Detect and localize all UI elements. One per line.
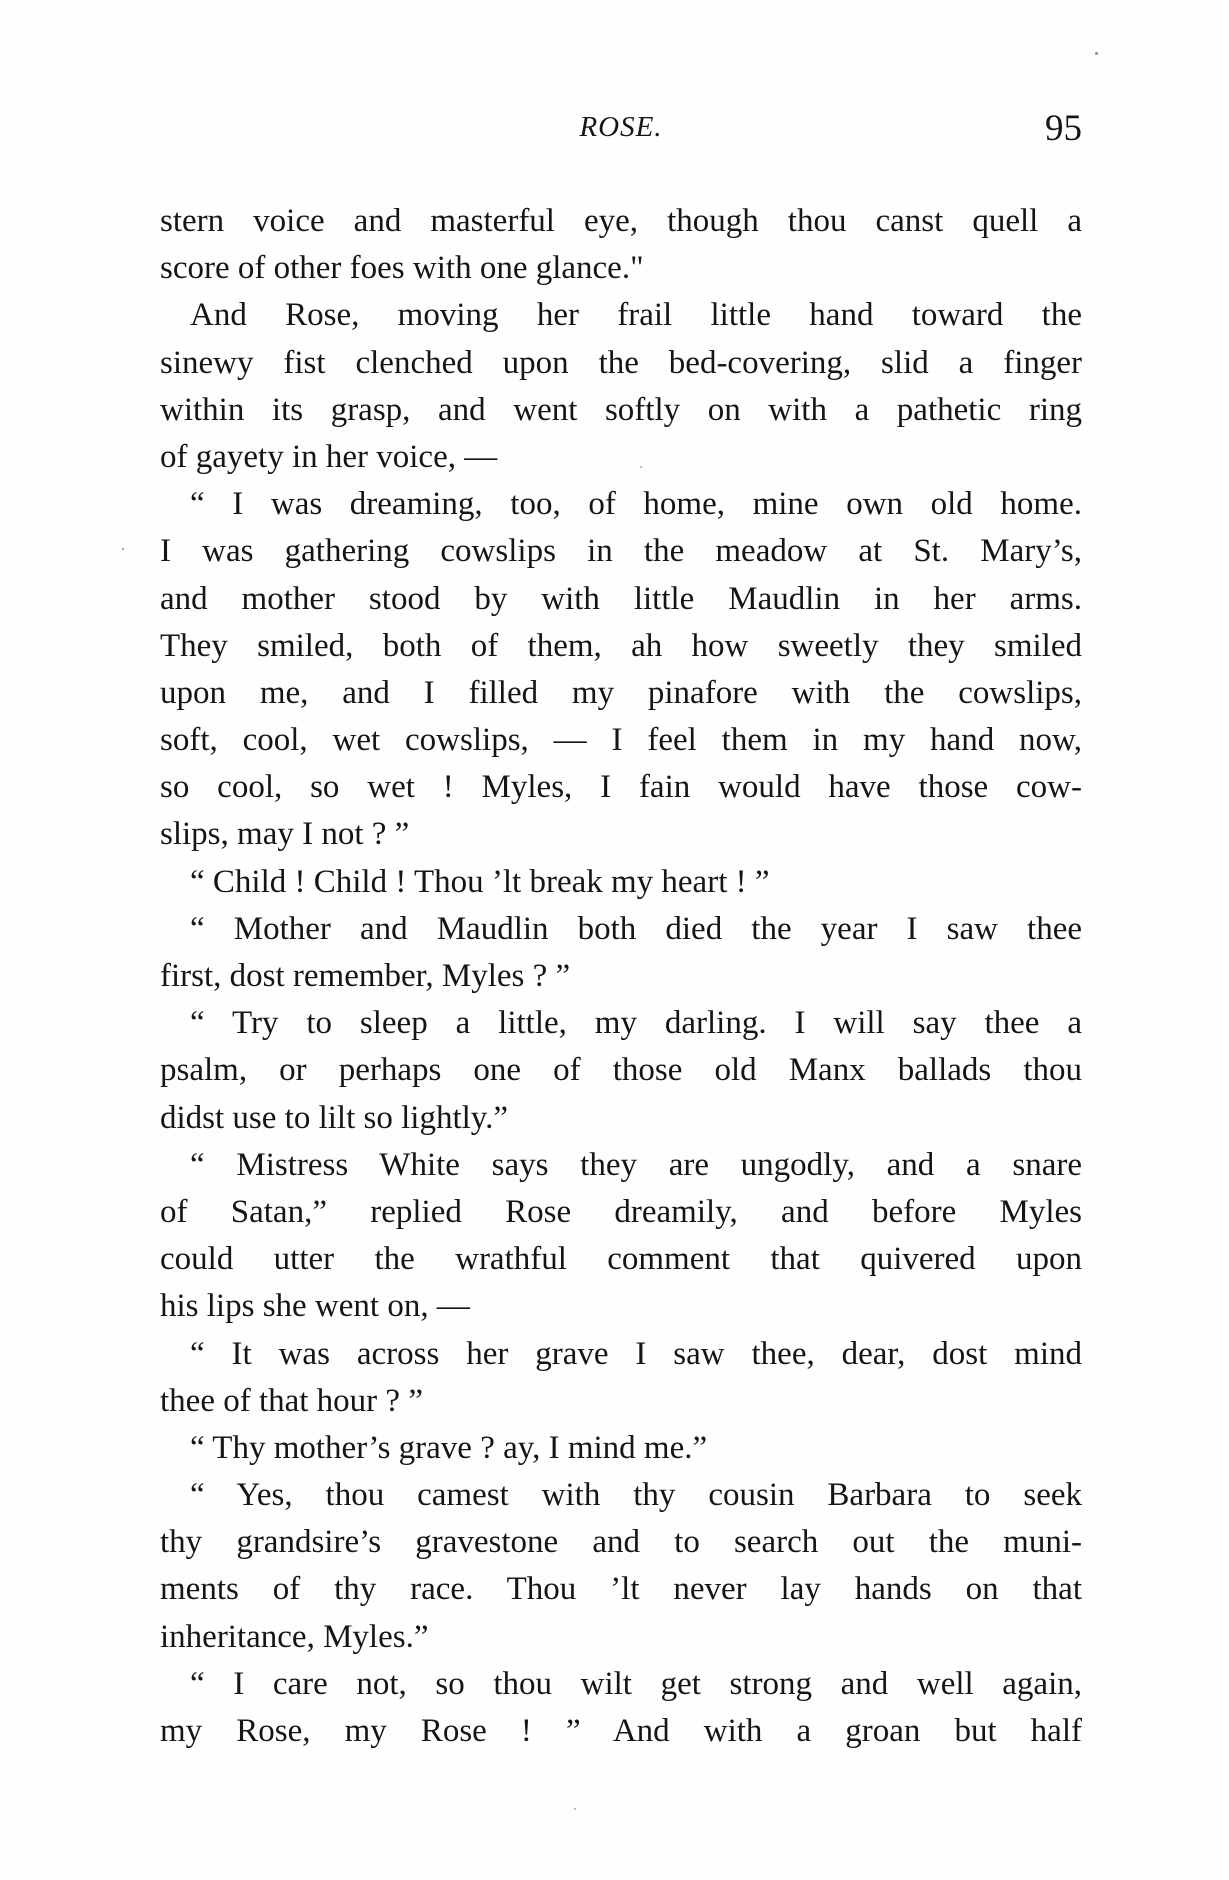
text-line: I was gathering cowslips in the meadow at St. Mary’s,: [160, 533, 1082, 570]
text-line: psalm, or perhaps one of those old Manx ballads thou: [160, 1052, 1082, 1089]
text-line: so cool, so wet ! Myles, I fain would have those cow-: [160, 769, 1082, 806]
text-line: my Rose, my Rose ! ” And with a groan but half: [160, 1713, 1082, 1749]
text-line: and mother stood by with little Maudlin in her arms.: [160, 580, 1082, 617]
text-line: “ Child ! Child ! Thou ’lt break my heart ! ”: [190, 863, 770, 900]
text-line: of gayety in her voice, —: [160, 438, 498, 475]
text-line: “ Yes, thou camest with thy cousin Barbara to seek: [190, 1477, 1082, 1514]
text-line: didst use to lilt so lightly.”: [160, 1099, 509, 1136]
text-line: And Rose, moving her frail little hand toward the: [190, 297, 1082, 334]
text-line: score of other foes with one glance.": [160, 250, 644, 287]
text-line: “ I care not, so thou wilt get strong and well again,: [190, 1665, 1082, 1702]
text-line: of Satan,” replied Rose dreamily, and before Myles: [160, 1193, 1082, 1230]
text-line: They smiled, both of them, ah how sweetly they smiled: [160, 627, 1082, 664]
text-line: “ Thy mother’s grave ? ay, I mind me.”: [190, 1429, 708, 1466]
paper-speck: [122, 548, 124, 550]
text-line: within its grasp, and went softly on with a pathetic ring: [160, 391, 1082, 428]
text-line: “ Mistress White says they are ungodly, and a snare: [190, 1146, 1082, 1183]
text-line: “ It was across her grave I saw thee, dear, dost mind: [190, 1335, 1082, 1372]
text-line: sinewy fist clenched upon the bed-covering, slid a finger: [160, 344, 1082, 381]
text-line: thy grandsire’s gravestone and to search out the muni-: [160, 1524, 1082, 1561]
paper-speck: [574, 1808, 576, 1810]
text-line: inheritance, Myles.”: [160, 1618, 429, 1655]
text-line: first, dost remember, Myles ? ”: [160, 958, 571, 994]
running-head: [160, 107, 1082, 161]
text-line: upon me, and I filled my pinafore with the cowslips,: [160, 674, 1082, 711]
text-line: could utter the wrathful comment that quivered upon: [160, 1241, 1082, 1278]
text-line: “ Mother and Maudlin both died the year I saw thee: [190, 910, 1082, 947]
text-line: ments of thy race. Thou ’lt never lay hands on that: [160, 1571, 1082, 1608]
body-text: [160, 198, 1082, 1755]
paper-speck: [640, 466, 642, 468]
text-line: stern voice and masterful eye, though thou canst quell a: [160, 203, 1082, 239]
running-title: ROSE.: [579, 111, 663, 143]
text-line: soft, cool, wet cowslips, — I feel them in my hand now,: [160, 722, 1082, 759]
paper-speck: [1095, 52, 1098, 55]
text-line: “ I was dreaming, too, of home, mine own old home.: [190, 486, 1082, 523]
text-line: his lips she went on, —: [160, 1288, 470, 1325]
page-number: 95: [1045, 108, 1082, 149]
text-line: thee of that hour ? ”: [160, 1382, 423, 1419]
text-line: slips, may I not ? ”: [160, 816, 410, 853]
text-line: “ Try to sleep a little, my darling. I will say thee a: [190, 1005, 1082, 1042]
